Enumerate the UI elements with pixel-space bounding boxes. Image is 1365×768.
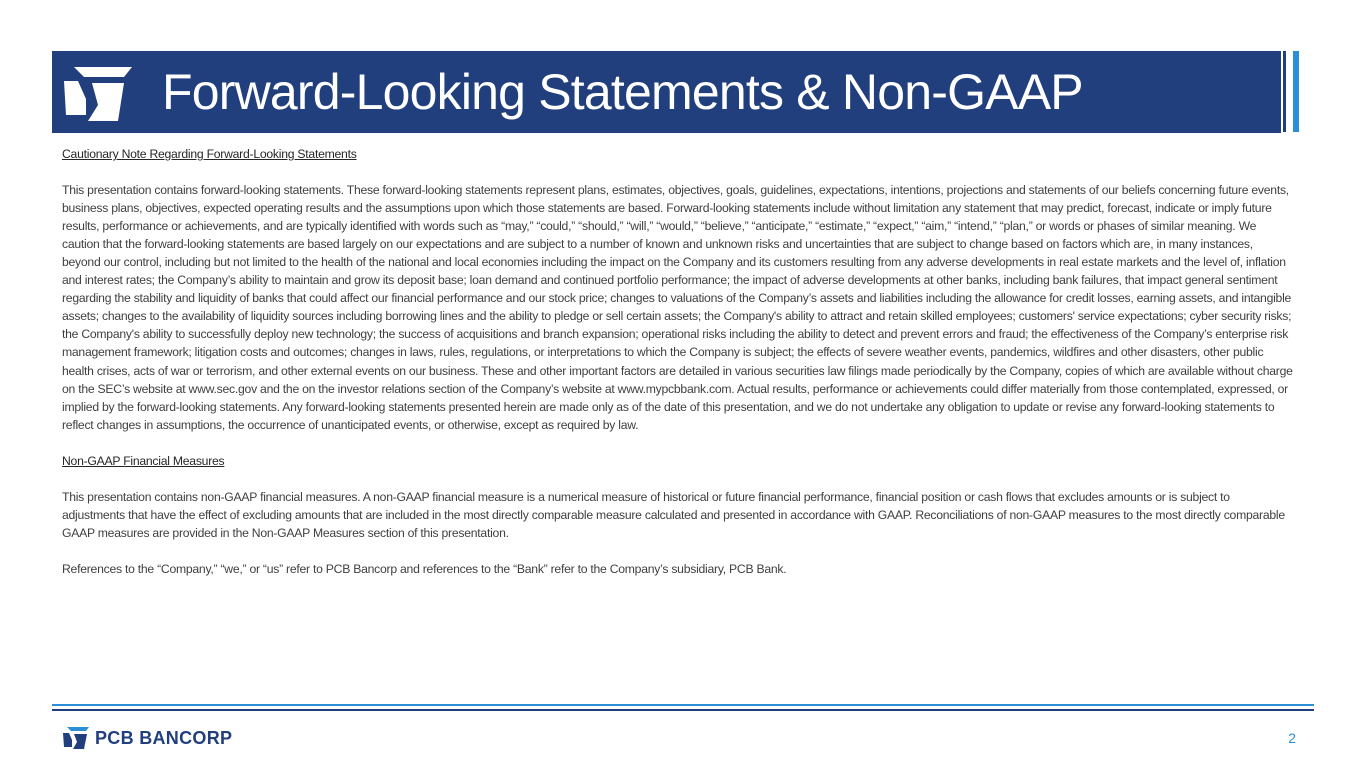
title-accent-stripe — [1283, 51, 1286, 132]
disclaimer-content — [62, 145, 1294, 578]
footer-divider-light — [52, 704, 1314, 706]
footer-divider-dark — [52, 709, 1314, 711]
title-bar — [52, 51, 1281, 133]
section-body-forward-looking: This presentation contains forward-looking statements. These forward-looking statements represent plans, estimates, objectives, goals, guidelines, expectations, intentions, projections and statements of our beliefs concerning future events, business plans, objectives, expected operating results and the assumptions upon which those statements are based. Forward-looking statements include without limitation any statement that may predict, forecast, indicate or imply future results, performance or achievements, and are typically identified with words such as “may,” “could,” “should,” “will,” “would,” “believe,” “anticipate,” “estimate,” “expect,” “aim,” “intend,” “plan,” or words or phases of similar meaning. We caution that the forward-looking statements are based largely on our expectations and are subject to a number of known and unknown risks and uncertainties that are subject to change based on factors which are, in many instances, beyond our control, including but not limited to the health of the national and local economies including the impact on the Company and its customers resulting from any adverse developments in real estate markets and the level of, inflation and interest rates; the Company’s ability to maintain and grow its deposit base; loan demand and continued portfolio performance; the impact of adverse developments at other banks, including bank failures, that impact general sentiment regarding the stability and liquidity of banks that could affect our financial performance and our stock price; changes to valuations of the Company’s assets and liabilities including the allowance for credit losses, earning assets, and intangible assets; changes to the availability of liquidity sources including borrowing lines and the ability to pledge or sell certain assets; the Company's ability to attract and retain skilled employees; customers' service expectations; cyber security risks; the Company's ability to successfully deploy new technology; the success of acquisitions and branch expansion; operational risks including the ability to detect and prevent errors and fraud; the effectiveness of the Company’s enterprise risk management framework; litigation costs and outcomes; changes in laws, rules, regulations, or interpretations to which the Company is subject; the effects of severe weather events, pandemics, wildfires and other disasters, other public health crises, acts of war or terrorism, and other external events on our business. These and other important factors are detailed in various securities law filings made periodically by the Company, copies of which are available without charge on the SEC’s website at www.sec.gov and the on the investor relations section of the Company’s website at www.mypcbbank.com. Actual results, performance or achievements could differ materially from those contemplated, expressed, or implied by the forward-looking statements. Any forward-looking statements presented herein are made only as of the date of this presentation, and we do not undertake any obligation to update or revise any forward-looking statements to reflect changes in assumptions, the occurrence of unanticipated events, or otherwise, except as required by law. — [62, 183, 1293, 432]
page-title: Forward-Looking Statements & Non-GAAP — [162, 64, 1083, 120]
title-accent-stripe-light — [1293, 51, 1299, 132]
pcb-logo-icon — [62, 726, 90, 750]
section-heading-forward-looking: Cautionary Note Regarding Forward-Looking Statements — [62, 147, 357, 161]
footer-brand-name: PCB BANCORP — [95, 728, 233, 748]
references-note: References to the “Company,” “we,” or “us” refer to PCB Bancorp and references to the “Bank” refer to the Company’s subsidiary, PCB Bank. — [62, 561, 787, 576]
section-body-non-gaap: This presentation contains non-GAAP financial measures. A non-GAAP financial measure is a numerical measure of historical or future financial performance, financial position or cash flows that excludes amounts or is subject to adjustments that have the effect of excluding amounts that are included in the most directly comparable measure calculated and presented in accordance with GAAP. Reconciliations of non-GAAP measures to the most directly comparable GAAP measures are provided in the Non-GAAP Measures section of this presentation. — [62, 489, 1285, 540]
pcb-logo-mark-icon — [62, 65, 134, 123]
page-number: 2 — [1288, 730, 1296, 746]
section-heading-non-gaap: Non-GAAP Financial Measures — [62, 453, 225, 468]
